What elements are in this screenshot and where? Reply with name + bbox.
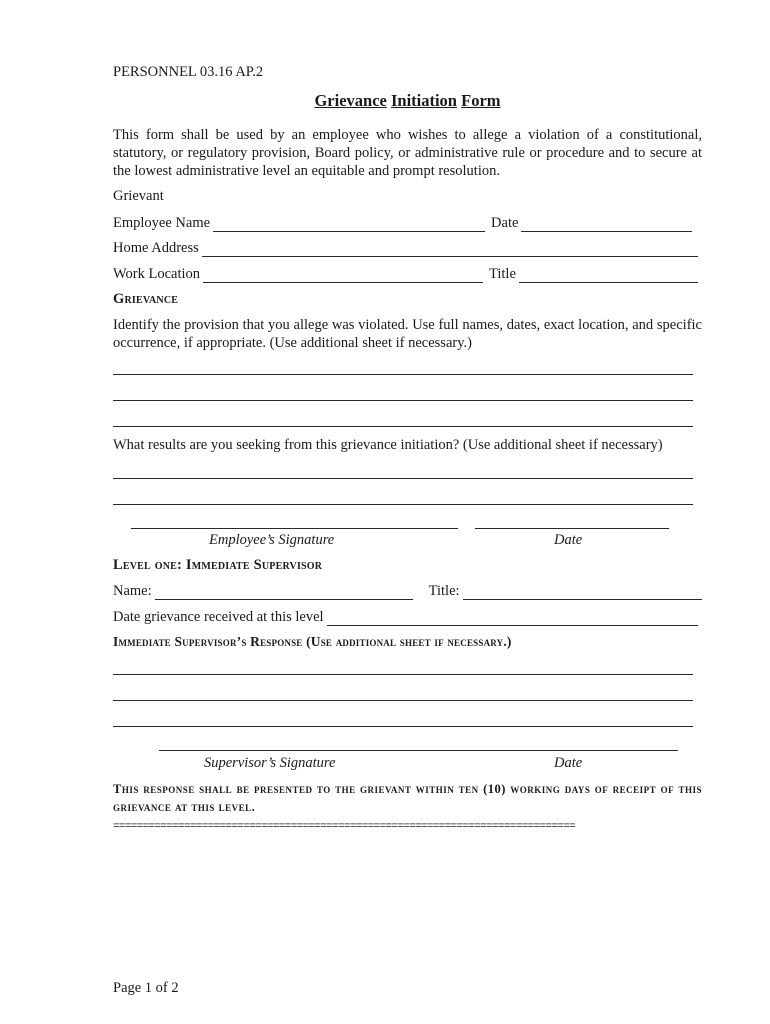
title-word-initiation: Initiation	[390, 91, 457, 110]
supervisor-response-line-2[interactable]	[113, 700, 693, 701]
supervisor-response-line-3[interactable]	[113, 726, 693, 727]
work-location-label: Work Location	[113, 266, 201, 282]
employee-signature-line[interactable]	[131, 528, 458, 529]
date-received-label: Date grievance received at this level	[113, 609, 324, 625]
employee-signature-label: Employee’s Signature	[209, 532, 335, 548]
home-address-label: Home Address	[113, 240, 199, 256]
home-address-row	[113, 239, 702, 257]
work-location-field[interactable]	[203, 269, 483, 283]
form-title	[113, 91, 702, 111]
results-line-1[interactable]	[113, 478, 693, 479]
title-word-grievance: Grievance	[314, 91, 387, 110]
page-number: Page 1 of 2	[113, 980, 179, 996]
employee-name-field[interactable]	[213, 218, 485, 232]
response-deadline-notice: This response shall be presented to the grievant within ten (10) working days of receipt of this grievance at this level.	[113, 782, 702, 814]
date-received-row	[113, 608, 702, 626]
level-one-heading: Level one: Immediate Supervisor	[113, 557, 323, 573]
grievant-heading: Grievant	[113, 188, 164, 204]
grievant-title-field[interactable]	[519, 269, 698, 283]
employee-name-row	[113, 214, 702, 232]
grievance-instructions: Identify the provision that you allege was violated. Use full names, dates, exact location, and specific occurrence, if appropriate. (Use additional sheet if necessary.)	[113, 317, 702, 351]
grievant-title-label: Title	[489, 266, 516, 282]
home-address-field[interactable]	[202, 243, 698, 257]
supervisor-response-heading: Immediate Supervisor’s Response (Use additional sheet if necessary.)	[113, 634, 512, 649]
employee-signature-date-line[interactable]	[475, 528, 669, 529]
document-id: PERSONNEL 03.16 AP.2	[113, 64, 264, 80]
intro-paragraph: This form shall be used by an employee who wishes to allege a violation of a constitutional, statutory, or regulatory provision, Board policy, or administrative rule or procedure and to secure at the lowest administrative level an equitable and prompt resolution.	[113, 127, 702, 179]
supervisor-name-label: Name:	[113, 583, 152, 599]
grievance-description-line-1[interactable]	[113, 374, 693, 375]
supervisor-title-label: Title:	[428, 583, 460, 599]
supervisor-signature-date-label: Date	[554, 755, 583, 771]
form-page	[113, 0, 702, 1024]
supervisor-signature-label: Supervisor’s Signature	[204, 755, 336, 771]
grievance-description-line-3[interactable]	[113, 426, 693, 427]
employee-name-label: Employee Name	[113, 215, 211, 231]
supervisor-title-field[interactable]	[463, 586, 702, 600]
grievance-description-line-2[interactable]	[113, 400, 693, 401]
supervisor-signature-line[interactable]	[159, 750, 678, 751]
work-location-row	[113, 265, 702, 283]
supervisor-name-field[interactable]	[155, 586, 413, 600]
supervisor-name-row	[113, 582, 702, 600]
results-line-2[interactable]	[113, 504, 693, 505]
section-divider: ==============================================================================	[113, 820, 576, 832]
supervisor-response-line-1[interactable]	[113, 674, 693, 675]
date-received-field[interactable]	[327, 612, 698, 626]
grievant-date-label: Date	[491, 215, 519, 231]
title-word-form: Form	[461, 91, 501, 110]
employee-signature-date-label: Date	[554, 532, 583, 548]
results-question: What results are you seeking from this grievance initiation? (Use additional sheet if necessary)	[113, 437, 663, 453]
grievance-heading: Grievance	[113, 291, 179, 307]
grievant-date-field[interactable]	[521, 218, 692, 232]
